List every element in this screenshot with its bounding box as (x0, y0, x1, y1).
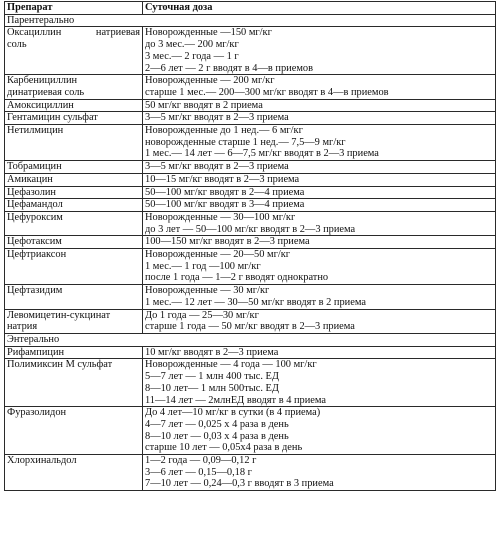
drug-cell (5, 285, 143, 309)
header-dose: Суточная доза (143, 2, 496, 15)
dose-cell (143, 186, 496, 199)
table-row (5, 161, 496, 174)
dose-cell (143, 161, 496, 174)
dose-line: 2—6 лет — 2 г вводят в 4—в приемов (145, 62, 313, 74)
table-row (5, 199, 496, 212)
dose-cell (143, 455, 496, 491)
dose-line: 1 мес.— 1 год —100 мг/кг (145, 260, 261, 272)
dose-line: 1 мес.— 14 лет — 6—7,5 мг/кг вводят в 2—3 приема (145, 148, 379, 160)
dose-line: Новорожденные до 1 нед.— 6 мг/кг (145, 125, 303, 137)
drug-cell (5, 27, 143, 75)
drug-cell (5, 125, 143, 161)
dose-line: 5—7 лет — 1 млн 400 тыс. ЕД (145, 371, 279, 383)
dose-line: Новорожденные — 4 года — 100 мг/кг (145, 359, 317, 371)
dose-line: 11—14 лет — 2млнЕД вводят в 4 приема (145, 394, 327, 406)
dose-cell (143, 173, 496, 186)
drug-cell (5, 112, 143, 125)
drug-cell (5, 211, 143, 235)
dose-line: 50—100 мг/кг вводят в 2—4 приема (145, 186, 305, 198)
drug-cell (5, 186, 143, 199)
table-body (5, 14, 496, 490)
table-row (5, 75, 496, 99)
dose-line: старше 10 лет — 0,05х4 раза в день (145, 442, 303, 454)
dose-cell (143, 285, 496, 309)
table-row (5, 249, 496, 285)
dose-line: 8—10 лет— 1 млн 500тыс. ЕД (145, 382, 279, 394)
dose-cell (143, 125, 496, 161)
dose-line: Новорожденные — 30 мг/кг (145, 285, 270, 297)
drug-name-line: Хлорхинальдол (7, 455, 77, 467)
dose-cell (143, 309, 496, 333)
drug-name-line: Рифампицин (7, 346, 65, 358)
drug-cell (5, 455, 143, 491)
section-row (5, 333, 496, 346)
dose-line: 3—5 мг/кг вводят в 2—3 приема (145, 161, 289, 173)
drug-name-line: Амикацин (7, 173, 53, 185)
drug-cell (5, 173, 143, 186)
drug-cell (5, 249, 143, 285)
drug-name-line: соль (7, 39, 27, 51)
dose-line: 3—5 мг/кг вводят в 2—3 приема (145, 112, 289, 124)
dose-cell (143, 359, 496, 407)
table-row (5, 407, 496, 455)
dose-line: 50 мг/кг вводят в 2 приема (145, 99, 263, 111)
table-row (5, 455, 496, 491)
dose-line: 3 мес.— 2 года — 1 г (145, 50, 239, 62)
dose-line: 10 мг/кг вводят в 2—3 приема (145, 346, 279, 358)
drug-name-line: Цефтриаксон (7, 249, 67, 261)
drug-cell (5, 161, 143, 174)
drug-name-line: Полимиксин М сульфат (7, 359, 113, 371)
drug-name-line: динатриевая соль (7, 86, 85, 98)
dose-line: 1 мес.— 12 лет — 30—50 мг/кг вводят в 2 приема (145, 296, 366, 308)
drug-name-line: Цефамандол (7, 199, 63, 211)
dose-line: Новорожденные —150 мг/кг (145, 27, 272, 39)
dose-cell (143, 211, 496, 235)
section-title: Парентерально (5, 14, 496, 27)
drug-name-line: Карбенициллин (7, 75, 78, 87)
drug-cell (5, 99, 143, 112)
dose-line: 100—150 мг/кг вводят в 2—3 приема (145, 236, 310, 248)
table-row (5, 285, 496, 309)
dose-line: 4—7 лет — 0,025 х 4 раза в день (145, 418, 289, 430)
table-row (5, 186, 496, 199)
drug-name-line: Оксациллин натриевая (7, 27, 140, 39)
dose-cell (143, 75, 496, 99)
dose-cell (143, 199, 496, 212)
drug-name-line: Амоксициллин (7, 99, 74, 111)
drug-name-line: Гентамицин сульфат (7, 112, 98, 124)
table-row (5, 99, 496, 112)
drug-name-line: Нетилмицин (7, 125, 64, 137)
dose-cell (143, 112, 496, 125)
dose-cell (143, 249, 496, 285)
table-row (5, 125, 496, 161)
table-row (5, 236, 496, 249)
dose-line: 7—10 лет — 0,24—0,3 г вводят в 3 приема (145, 478, 334, 490)
header-drug: Препарат (5, 2, 143, 15)
dose-line: Новорожденные — 20—50 мг/кг (145, 249, 291, 261)
dose-cell (143, 407, 496, 455)
dose-line: До 1 года — 25—30 мг/кг (145, 309, 259, 321)
drug-name-line: Фуразолидон (7, 407, 67, 419)
table-row (5, 27, 496, 75)
dose-line: до 3 мес.— 200 мг/кг (145, 39, 239, 51)
drug-name-line: Тобрамицин (7, 161, 62, 173)
drug-name-line: Левомицетин-сукцинат (7, 309, 111, 321)
dosage-table (4, 1, 496, 491)
table-row (5, 173, 496, 186)
drug-name-line: Цефотаксим (7, 236, 62, 248)
dose-line: до 3 лет — 50—100 мг/кг вводят в 2—3 приема (145, 223, 356, 235)
drug-name-line: Цефазолин (7, 186, 56, 198)
drug-cell (5, 75, 143, 99)
section-row (5, 14, 496, 27)
dose-cell (143, 236, 496, 249)
section-title: Энтерально (5, 333, 496, 346)
dose-line: старше 1 мес.— 200—300 мг/кг вводят в 4—в приемов (145, 86, 389, 98)
drug-cell (5, 359, 143, 407)
dose-cell (143, 99, 496, 112)
table-row (5, 112, 496, 125)
drug-cell (5, 346, 143, 359)
table-row (5, 346, 496, 359)
dose-line: после 1 года — 1—2 г вводят однократно (145, 272, 329, 284)
drug-cell (5, 236, 143, 249)
table-row (5, 309, 496, 333)
drug-cell (5, 407, 143, 455)
dose-line: Новорожденные — 200 мг/кг (145, 75, 275, 87)
dose-line: 3—6 лет — 0,15—0,18 г (145, 466, 252, 478)
dose-cell (143, 346, 496, 359)
dose-line: 50—100 мг/кг вводят в 3—4 приема (145, 199, 305, 211)
table-row (5, 359, 496, 407)
dose-line: 10—15 мг/кг вводят в 2—3 приема (145, 173, 300, 185)
drug-name-line: Цефтазидим (7, 285, 63, 297)
dose-line: Новорожденные — 30—100 мг/кг (145, 211, 296, 223)
dose-line: старше 1 года — 50 мг/кг вводят в 2—3 приема (145, 321, 355, 333)
table-header-row (5, 2, 496, 15)
dose-line: 1—2 года — 0,09—0,12 г (145, 455, 257, 467)
drug-cell (5, 309, 143, 333)
drug-name-line: Цефуроксим (7, 211, 63, 223)
dose-cell (143, 27, 496, 75)
dose-line: новорожденные старше 1 нед.— 7,5—9 мг/кг (145, 136, 346, 148)
dose-line: 8—10 лет — 0,03 х 4 раза в день (145, 430, 289, 442)
dose-line: До 4 лет—10 мг/кг в сутки (в 4 приема) (145, 407, 321, 419)
drug-cell (5, 199, 143, 212)
drug-name-line: натрия (7, 321, 38, 333)
table-row (5, 211, 496, 235)
